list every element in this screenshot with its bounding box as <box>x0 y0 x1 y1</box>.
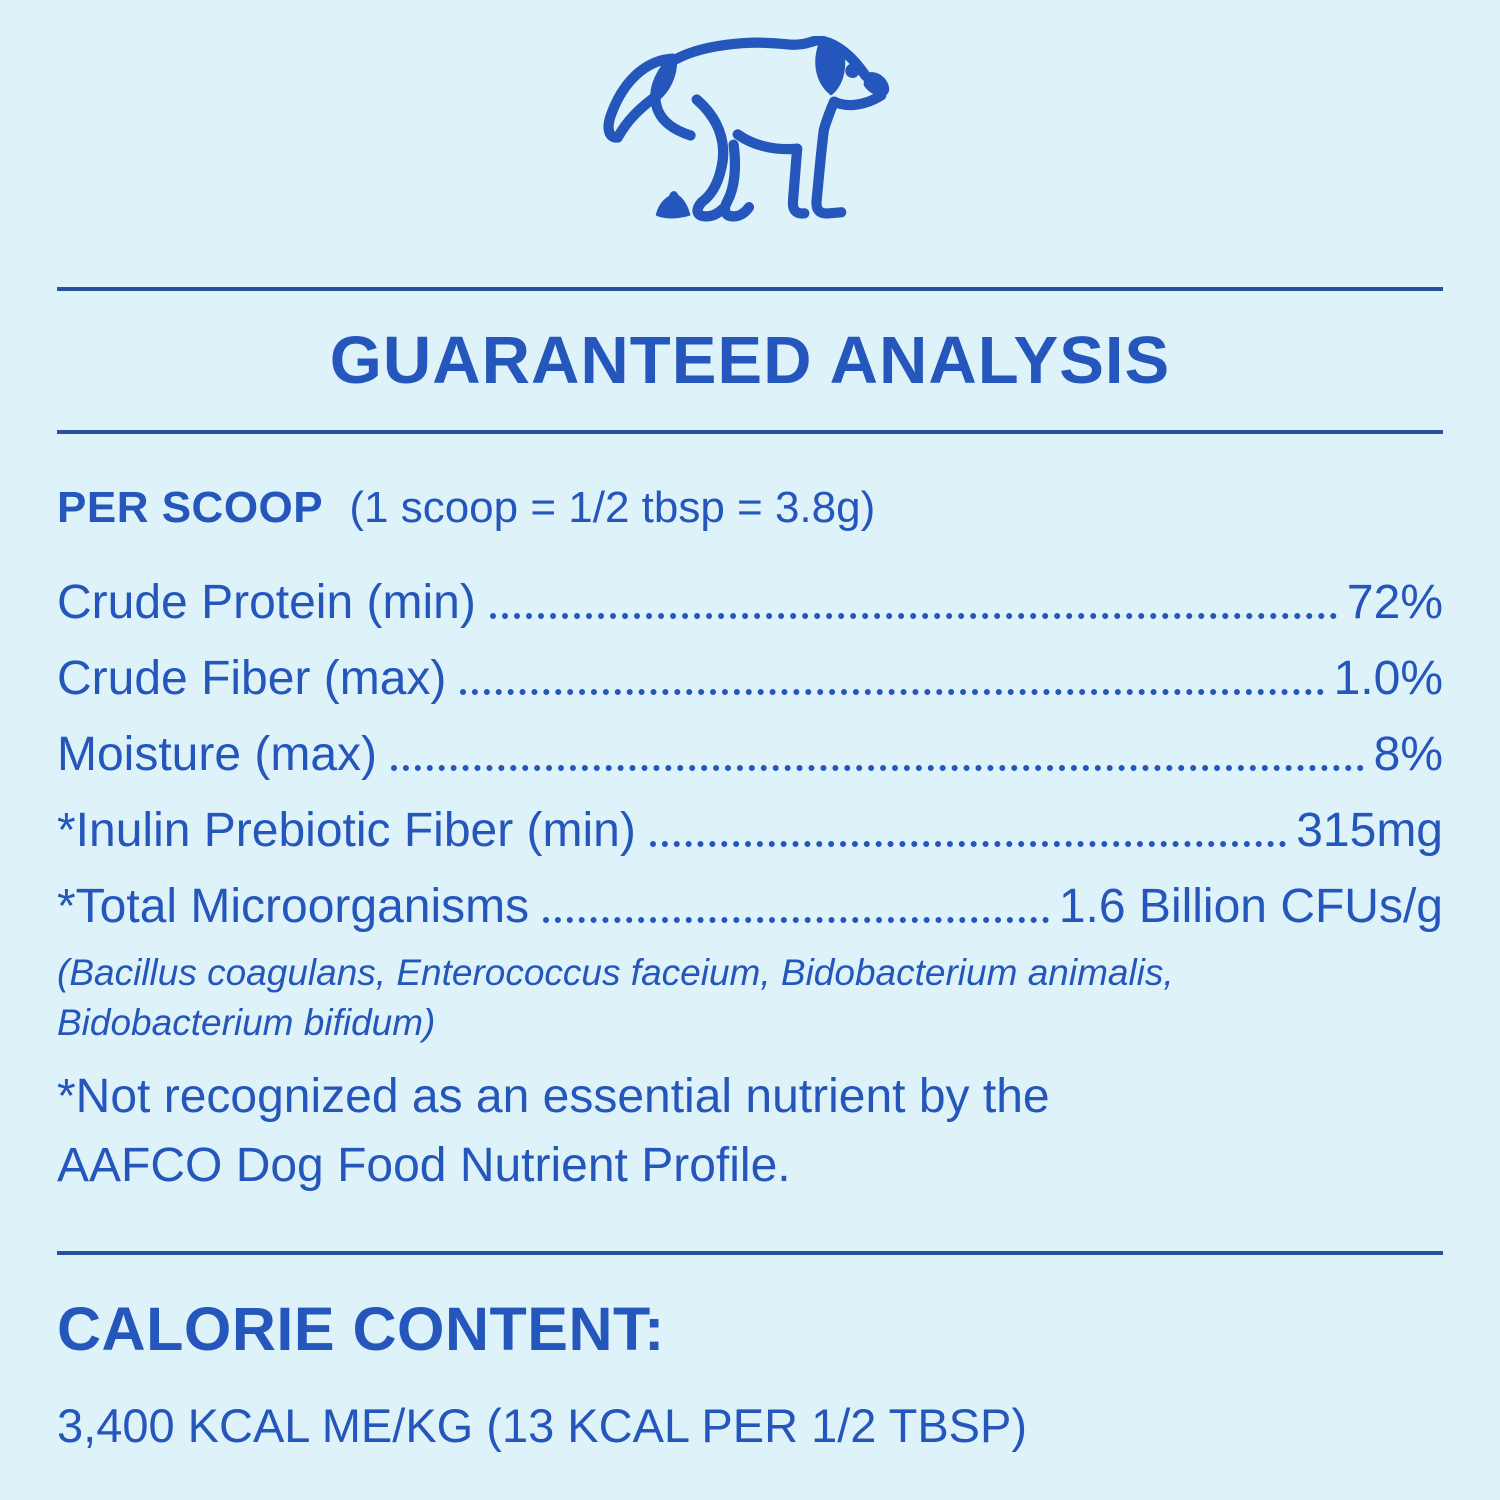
pooping-dog-icon <box>595 36 905 241</box>
page-title: GUARANTEED ANALYSIS <box>329 323 1171 398</box>
row-label: Moisture (max) <box>57 728 378 782</box>
leader-dots <box>460 689 1323 695</box>
leader-dots <box>391 765 1364 771</box>
analysis-row-crude-protein <box>57 554 1443 630</box>
microorganisms-note-line2: Bidobacterium bifidum) <box>57 1001 436 1043</box>
row-value: 1.0% <box>1333 652 1443 706</box>
analysis-row-crude-fiber <box>57 630 1443 706</box>
row-label: *Inulin Prebiotic Fiber (min) <box>57 804 636 858</box>
analysis-rows <box>57 554 1443 934</box>
serving-line <box>57 483 1443 532</box>
top-divider <box>57 287 1443 291</box>
row-label: Crude Fiber (max) <box>57 652 447 706</box>
row-value: 1.6 Billion CFUs/g <box>1058 880 1443 934</box>
section-divider <box>57 1251 1443 1255</box>
row-value: 315mg <box>1296 804 1443 858</box>
microorganisms-note <box>57 948 1443 1048</box>
serving-label: PER SCOOP <box>57 483 324 532</box>
calorie-content-value: 3,400 KCAL ME/KG (13 KCAL PER 1/2 TBSP) <box>57 1399 1028 1453</box>
row-label: Crude Protein (min) <box>57 576 476 630</box>
analysis-row-inulin-prebiotic-fiber <box>57 782 1443 858</box>
aafco-footnote-line2: AAFCO Dog Food Nutrient Profile. <box>57 1139 791 1193</box>
title-divider <box>57 430 1443 434</box>
leader-dots <box>543 917 1049 923</box>
dog-illustration-wrap <box>57 0 1443 251</box>
leader-dots <box>490 613 1337 619</box>
microorganisms-note-line1: (Bacillus coagulans, Enterococcus faceium, Bidobacterium animalis, <box>57 952 1174 993</box>
aafco-footnote <box>57 1062 1443 1201</box>
analysis-row-total-microorganisms <box>57 858 1443 934</box>
row-value: 8% <box>1373 728 1443 782</box>
row-label: *Total Microorganisms <box>57 880 530 934</box>
calorie-content-title: CALORIE CONTENT: <box>57 1295 665 1364</box>
row-value: 72% <box>1346 576 1443 630</box>
leader-dots <box>650 841 1286 847</box>
analysis-row-moisture <box>57 706 1443 782</box>
serving-detail: (1 scoop = 1/2 tbsp = 3.8g) <box>349 483 876 532</box>
aafco-footnote-line1: *Not recognized as an essential nutrient by the <box>57 1069 1050 1123</box>
